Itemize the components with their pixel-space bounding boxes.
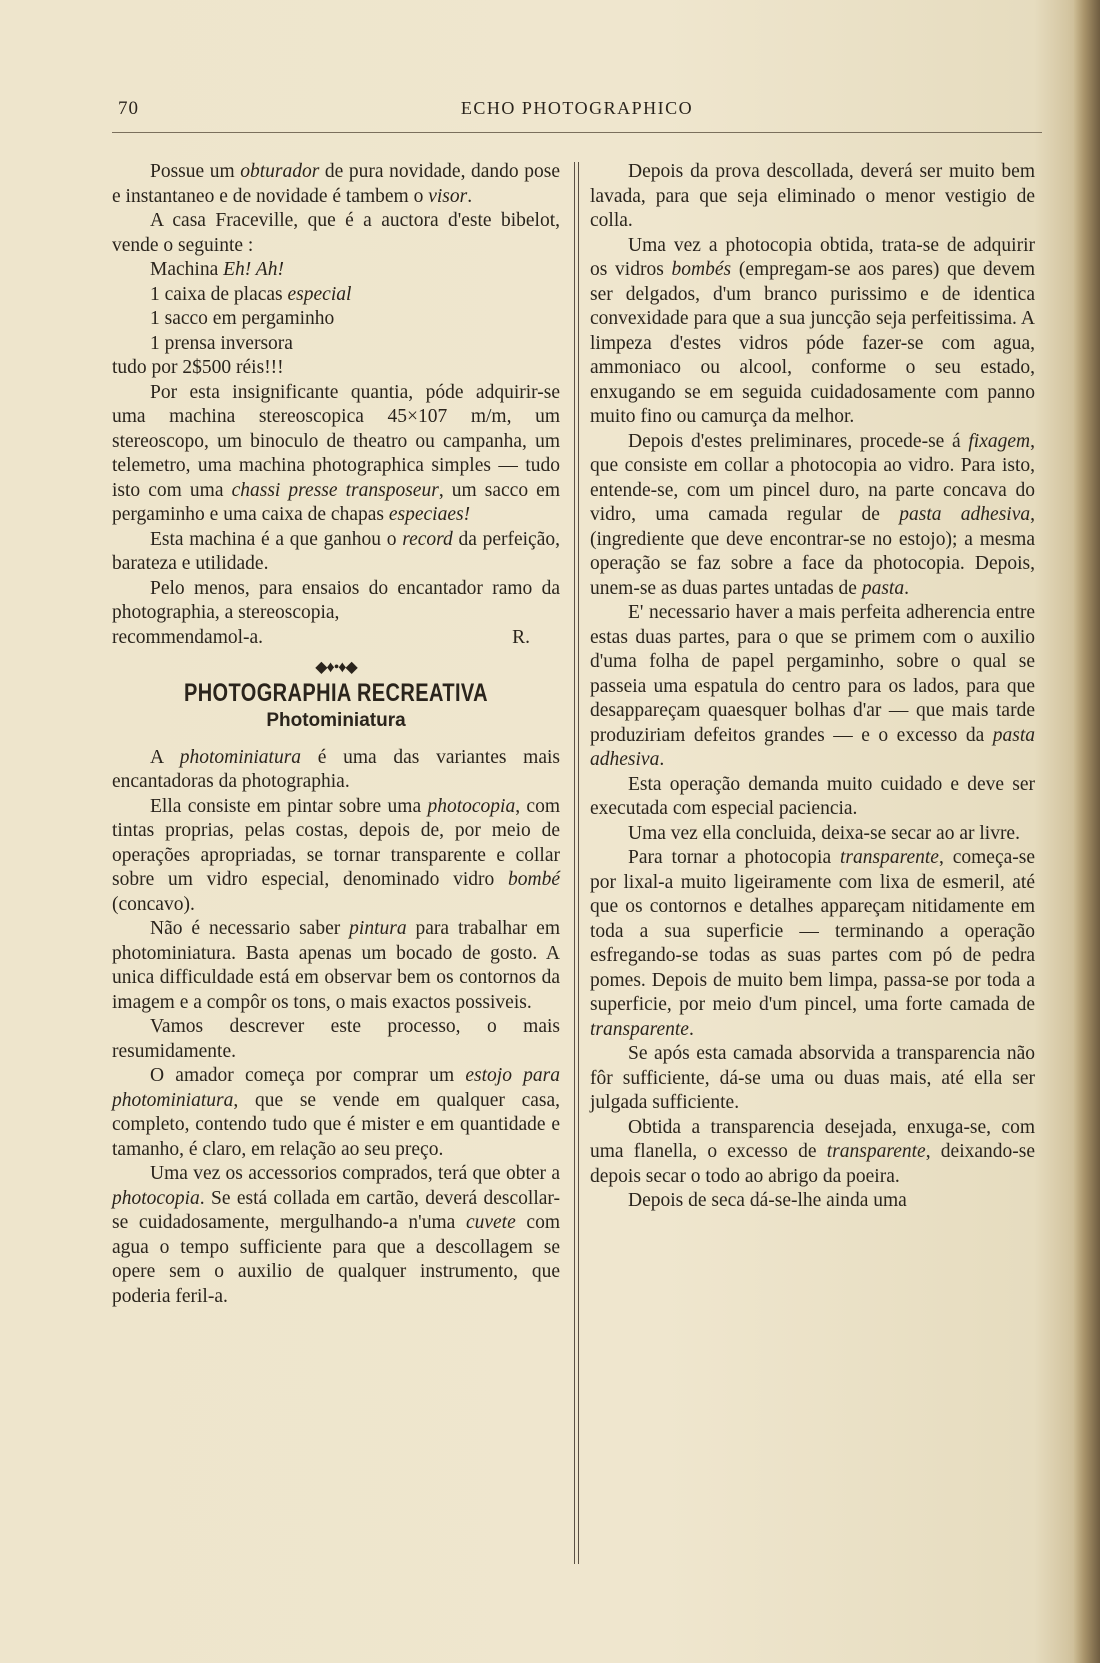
paragraph: E' necessario haver a mais perfeita adherencia entre estas duas partes, para o que se primem com o auxilio d'uma folha de papel pergaminho, sobre o qual se passeia uma espatula do centro para os lados, para que desappareçam quaesquer bolhas d'ar — que mais tarde produziriam defeitos grandes — e o excesso da pasta adhesiva. — [590, 602, 1035, 770]
list-item: 1 prensa inversora — [150, 332, 293, 354]
paragraph: Obtida a transparencia desejada, enxuga-se, com uma flanella, o excesso de transparente, deixando-se depois secar o todo ao abrigo da poeira. — [590, 1116, 1035, 1187]
paragraph: Não é necessario saber pintura para trabalhar em photominiatura. Basta apenas um bocado de gosto. A unica difficuldade está em observar bem os contornos da imagem e a compôr os tons, o mais exactos possiveis. — [112, 918, 560, 1013]
column-rule — [574, 162, 579, 1564]
list-item: Machina Eh! Ah! — [150, 259, 284, 280]
list-item: 1 caixa de placas especial — [150, 283, 352, 305]
paragraph: Depois de seca dá-se-lhe ainda uma — [628, 1190, 907, 1211]
paragraph: Vamos descrever este processo, o mais resumidamente. — [112, 1016, 560, 1062]
ornament-divider: ◆♦•♦◆ — [315, 659, 357, 676]
page-edge — [1074, 0, 1100, 1663]
section-title: PHOTOGRAPHIA RECREATIVA — [183, 678, 489, 707]
paragraph: Se após esta camada absorvida a transparencia não fôr sufficiente, dá-se uma ou duas mais, até ella ser julgada sufficiente. — [590, 1043, 1035, 1113]
paragraph: Uma vez ella concluida, deixa-se secar ao ar livre. — [628, 822, 1020, 844]
paragraph: Esta machina é a que ganhou o record da perfeição, barateza e utilidade. — [112, 528, 560, 574]
list-item: 1 sacco em pergaminho — [150, 308, 335, 329]
paragraph: Pelo menos, para ensaios do encantador ramo da photographia, a stereoscopia, — [112, 577, 560, 623]
paragraph: Por esta insignificante quantia, póde adquirir-se uma machina stereoscopica 45×107 m/m, um stereoscopo, um binoculo de theatro ou campanha, um telemetro, uma machina photographica simples — tudo isto com uma chassi presse transposeur, um sacco em pergaminho e uma caixa de chapas especiaes! — [112, 381, 561, 525]
paragraph: Uma vez a photocopia obtida, trata-se de adquirir os vidros bombés (empregam-se aos pares) que devem ser delgados, d'um branco purissimo e de identica convexidade para que a sua juncção seja perfeitissima. A limpeza d'estes vidros póde fazer-se com agua, ammoniaco ou alcool, conforme o seu estado, enxugando se em seguida cuidadosamente com panno muito fino ou camurça da melhor. — [590, 234, 1035, 427]
paragraph: Ella consiste em pintar sobre uma photocopia, com tintas proprias, pelas costas, depois de, por meio de operações apropriadas, se tornar transparente e collar sobre um vidro especial, denominado vidro bombé (concavo). — [112, 795, 561, 915]
section-subtitle: Photominiatura — [266, 710, 406, 731]
signature-line — [112, 626, 560, 651]
paragraph: Esta operação demanda muito cuidado e deve ser executada com especial paciencia. — [590, 773, 1035, 819]
paragraph: Depois d'estes preliminares, procede-se á fixagem, que consiste em collar a photocopia ao vidro. Para isto, entende-se, com um pincel duro, na parte concava do vidro, uma camada regular de pasta adhesiva, (ingrediente que deve encontrar-se no estojo); a mesma operação se faz sobre a face da photocopia. Depois, unem-se as duas partes untadas de pasta. — [590, 430, 1035, 599]
page-header — [112, 98, 1042, 133]
list-item: tudo por 2$500 réis!!! — [112, 357, 284, 378]
paragraph: Para tornar a photocopia transparente, começa-se por lixal-a muito ligeiramente com lixa de esmeril, até que os contornos e detalhes appareçam nitidamente em toda a sua superficie — terminando a operação esfregando-se todas as suas partes com pó de pedra pomes. Depois de muito bem limpa, passa-se por toda a superficie, por meio d'um pincel, uma forte camada de transparente. — [590, 847, 1035, 1040]
right-column — [590, 160, 1035, 1214]
signature: R. — [512, 626, 530, 648]
paragraph: Possue um obturador de pura novidade, dando pose e instantaneo e de novidade é tambem o visor. — [112, 161, 560, 207]
paragraph: O amador começa por comprar um estojo para photominiatura, que se vende em qualquer casa, completo, contendo tudo que é mister e em quantidade e tamanho, é claro, em relação ao seu preço. — [112, 1065, 561, 1160]
page-number: 70 — [118, 98, 139, 119]
paragraph: A photominiatura é uma das variantes mais encantadoras da photographia. — [112, 746, 560, 792]
paragraph: A casa Fraceville, que é a auctora d'este bibelot, vende o seguinte : — [112, 210, 560, 256]
running-title: ECHO PHOTOGRAPHICO — [460, 98, 694, 118]
paragraph: Depois da prova descollada, deverá ser muito bem lavada, para que seja eliminado o menor vestigio de colla. — [590, 161, 1035, 231]
paragraph-end: recommendamol-a. — [112, 626, 264, 648]
left-column — [112, 160, 560, 1309]
paragraph: Uma vez os accessorios comprados, terá que obter a photocopia. Se está collada em cartão, deverá descollar-se cuidadosamente, mergulhando-a n'uma cuvete com agua o tempo sufficiente para que a descollagem se opere sem o auxilio de qualquer instrumento, que poderia feril-a. — [112, 1163, 560, 1307]
